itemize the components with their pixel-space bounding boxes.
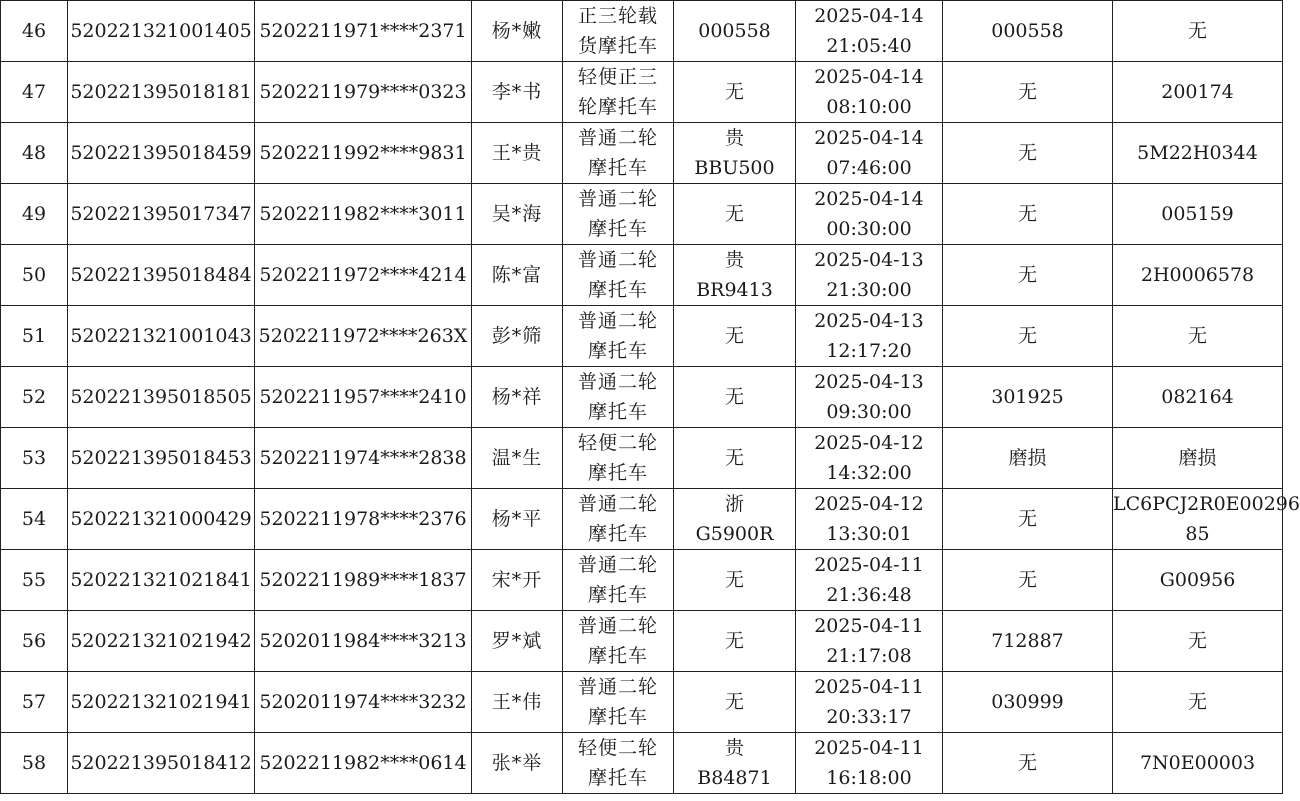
table-body: [1, 1, 1300, 794]
cell-date: 2025-04-14: [814, 5, 924, 27]
table-row: [1, 428, 1283, 489]
cell-plate-line: 000558: [698, 20, 771, 42]
cell-record-id: 520221395017347: [68, 184, 255, 245]
cell-vehicle-type-line: 普通二轮: [577, 310, 658, 332]
cell-record-id: 520221395018459: [68, 123, 255, 184]
cell-vehicle-type-line: 普通二轮: [577, 676, 658, 698]
cell-record-id: 520221395018453: [68, 428, 255, 489]
cell-datetime: [796, 1, 943, 62]
cell-id-card: 5202011984****3213: [255, 611, 472, 672]
cell-record-id: 520221321021941: [68, 672, 255, 733]
cell-date: 2025-04-11: [814, 554, 924, 576]
cell-time: 21:05:40: [826, 35, 912, 57]
cell-plate: [674, 306, 796, 367]
cell-plate: [674, 62, 796, 123]
cell-vehicle-type: [563, 550, 674, 611]
cell-person-name: 杨*嫩: [472, 1, 563, 62]
cell-time: 12:17:20: [826, 340, 912, 362]
cell-vehicle-type-line: 正三轮载: [577, 5, 658, 27]
cell-col9: [1113, 245, 1283, 306]
cell-vehicle-type-line: 摩托车: [587, 401, 648, 423]
table-row: [1, 489, 1283, 550]
cell-time: 21:17:08: [826, 645, 912, 667]
cell-index: 56: [1, 611, 68, 672]
cell-col8: 无: [943, 245, 1113, 306]
cell-datetime: [796, 306, 943, 367]
table-row: [1, 62, 1283, 123]
cell-vehicle-type: [563, 62, 674, 123]
cell-person-name: 彭*筛: [472, 306, 563, 367]
cell-datetime: [796, 367, 943, 428]
cell-col9: [1113, 611, 1283, 672]
cell-plate: [674, 428, 796, 489]
cell-col9: [1113, 489, 1300, 550]
cell-col8: 无: [943, 123, 1113, 184]
cell-id-card: 5202211974****2838: [255, 428, 472, 489]
cell-plate-line: 无: [724, 81, 744, 103]
cell-col8: 无: [943, 184, 1113, 245]
cell-id-card: 5202211972****4214: [255, 245, 472, 306]
cell-date: 2025-04-11: [814, 676, 924, 698]
cell-record-id: 520221321021942: [68, 611, 255, 672]
cell-col9: [1113, 123, 1283, 184]
cell-col9-line: 磨损: [1178, 447, 1217, 469]
cell-vehicle-type-line: 摩托车: [587, 767, 648, 789]
cell-date: 2025-04-14: [814, 188, 924, 210]
cell-vehicle-type: [563, 611, 674, 672]
cell-vehicle-type-line: 摩托车: [587, 462, 648, 484]
cell-index: 52: [1, 367, 68, 428]
cell-id-card: 5202211978****2376: [255, 489, 472, 550]
cell-col9-line: 082164: [1161, 386, 1234, 408]
cell-datetime: [796, 489, 943, 550]
cell-vehicle-type: [563, 733, 674, 794]
cell-vehicle-type: [563, 306, 674, 367]
cell-vehicle-type-line: 轮摩托车: [577, 96, 658, 118]
cell-vehicle-type-line: 摩托车: [587, 218, 648, 240]
cell-col9-line: 无: [1187, 630, 1207, 652]
cell-plate-line: 浙: [724, 493, 744, 515]
cell-index: 47: [1, 62, 68, 123]
cell-id-card: 5202211982****3011: [255, 184, 472, 245]
cell-plate-line: 无: [724, 569, 744, 591]
cell-col9-line: 85: [1185, 523, 1210, 545]
cell-time: 13:30:01: [826, 523, 912, 545]
cell-vehicle-type-line: 摩托车: [587, 645, 648, 667]
cell-time: 16:18:00: [826, 767, 912, 789]
table-row: [1, 184, 1283, 245]
cell-plate: [674, 245, 796, 306]
cell-record-id: 520221395018181: [68, 62, 255, 123]
cell-index: 51: [1, 306, 68, 367]
cell-index: 53: [1, 428, 68, 489]
cell-vehicle-type-line: 普通二轮: [577, 127, 658, 149]
cell-col9: [1113, 306, 1283, 367]
cell-id-card: 5202211989****1837: [255, 550, 472, 611]
cell-plate-line: 无: [724, 447, 744, 469]
cell-col9-line: 200174: [1161, 81, 1234, 103]
cell-datetime: [796, 611, 943, 672]
cell-col8: 无: [943, 733, 1113, 794]
cell-vehicle-type-line: 轻便二轮: [577, 737, 658, 759]
cell-time: 09:30:00: [826, 401, 912, 423]
table-row: [1, 306, 1283, 367]
cell-id-card: 5202211979****0323: [255, 62, 472, 123]
cell-plate-line: 贵: [724, 249, 744, 271]
cell-person-name: 张*举: [472, 733, 563, 794]
cell-col9-line: 无: [1187, 325, 1207, 347]
cell-col8: 无: [943, 62, 1113, 123]
cell-vehicle-type-line: 摩托车: [587, 279, 648, 301]
cell-col9: [1113, 367, 1283, 428]
table-row: [1, 672, 1283, 733]
cell-col8: 301925: [943, 367, 1113, 428]
cell-plate-line: 贵: [724, 737, 744, 759]
cell-person-name: 陈*富: [472, 245, 563, 306]
cell-plate-line: B84871: [697, 767, 772, 789]
cell-col8: 712887: [943, 611, 1113, 672]
cell-plate: [674, 489, 796, 550]
cell-vehicle-type-line: 摩托车: [587, 340, 648, 362]
cell-col8: 无: [943, 306, 1113, 367]
cell-person-name: 王*伟: [472, 672, 563, 733]
cell-vehicle-type-line: 普通二轮: [577, 188, 658, 210]
cell-vehicle-type: [563, 489, 674, 550]
cell-col9: [1113, 1, 1283, 62]
cell-col9-line: G00956: [1159, 569, 1236, 591]
cell-vehicle-type-line: 摩托车: [587, 157, 648, 179]
cell-datetime: [796, 550, 943, 611]
cell-col8: 无: [943, 489, 1113, 550]
cell-time: 14:32:00: [826, 462, 912, 484]
cell-id-card: 5202011974****3232: [255, 672, 472, 733]
cell-col8: 无: [943, 550, 1113, 611]
cell-person-name: 杨*祥: [472, 367, 563, 428]
cell-plate: [674, 611, 796, 672]
cell-col9-line: 无: [1187, 691, 1207, 713]
cell-id-card: 5202211971****2371: [255, 1, 472, 62]
cell-date: 2025-04-12: [814, 432, 924, 454]
cell-vehicle-type-line: 普通二轮: [577, 615, 658, 637]
cell-col9: [1113, 428, 1283, 489]
cell-time: 21:30:00: [826, 279, 912, 301]
cell-time: 08:10:00: [826, 96, 912, 118]
cell-col9: [1113, 184, 1283, 245]
cell-date: 2025-04-14: [814, 127, 924, 149]
cell-col9: [1113, 733, 1283, 794]
cell-vehicle-type: [563, 367, 674, 428]
cell-index: 54: [1, 489, 68, 550]
cell-record-id: 520221321000429: [68, 489, 255, 550]
cell-plate: [674, 184, 796, 245]
cell-plate: [674, 123, 796, 184]
cell-vehicle-type-line: 普通二轮: [577, 371, 658, 393]
cell-time: 21:36:48: [826, 584, 912, 606]
cell-datetime: [796, 428, 943, 489]
cell-record-id: 520221395018505: [68, 367, 255, 428]
cell-index: 48: [1, 123, 68, 184]
cell-person-name: 李*书: [472, 62, 563, 123]
cell-col9-line: 2H0006578: [1140, 264, 1255, 286]
cell-vehicle-type: [563, 672, 674, 733]
table-row: [1, 123, 1283, 184]
table-row: [1, 611, 1283, 672]
cell-record-id: 520221321001405: [68, 1, 255, 62]
cell-datetime: [796, 184, 943, 245]
cell-vehicle-type-line: 普通二轮: [577, 249, 658, 271]
cell-person-name: 宋*开: [472, 550, 563, 611]
cell-id-card: 5202211957****2410: [255, 367, 472, 428]
cell-plate-line: 无: [724, 691, 744, 713]
cell-index: 58: [1, 733, 68, 794]
cell-index: 57: [1, 672, 68, 733]
cell-col8: 000558: [943, 1, 1113, 62]
cell-index: 49: [1, 184, 68, 245]
cell-col9-line: LC6PCJ2R0E00296: [1113, 493, 1300, 515]
cell-time: 20:33:17: [826, 706, 912, 728]
cell-vehicle-type-line: 摩托车: [587, 523, 648, 545]
cell-plate-line: BR9413: [696, 279, 773, 301]
cell-vehicle-type: [563, 428, 674, 489]
cell-id-card: 5202211972****263X: [255, 306, 472, 367]
cell-col9: [1113, 62, 1283, 123]
cell-col9-line: 005159: [1161, 203, 1234, 225]
table-row: [1, 733, 1283, 794]
cell-vehicle-type: [563, 123, 674, 184]
cell-index: 46: [1, 1, 68, 62]
cell-vehicle-type: [563, 184, 674, 245]
cell-datetime: [796, 672, 943, 733]
cell-person-name: 罗*斌: [472, 611, 563, 672]
cell-date: 2025-04-12: [814, 493, 924, 515]
cell-person-name: 温*生: [472, 428, 563, 489]
cell-plate: [674, 367, 796, 428]
cell-person-name: 杨*平: [472, 489, 563, 550]
cell-vehicle-type-line: 摩托车: [587, 584, 648, 606]
cell-plate-line: 无: [724, 386, 744, 408]
cell-col9-line: 无: [1187, 20, 1207, 42]
cell-vehicle-type: [563, 245, 674, 306]
cell-date: 2025-04-13: [814, 249, 924, 271]
cell-plate-line: 无: [724, 325, 744, 347]
cell-vehicle-type-line: 轻便二轮: [577, 432, 658, 454]
cell-datetime: [796, 62, 943, 123]
cell-date: 2025-04-14: [814, 66, 924, 88]
cell-id-card: 5202211982****0614: [255, 733, 472, 794]
cell-vehicle-type-line: 摩托车: [587, 706, 648, 728]
cell-index: 55: [1, 550, 68, 611]
table-row: [1, 1, 1283, 62]
cell-datetime: [796, 245, 943, 306]
cell-col9-line: 5M22H0344: [1137, 142, 1258, 164]
table-row: [1, 550, 1283, 611]
cell-record-id: 520221321001043: [68, 306, 255, 367]
cell-id-card: 5202211992****9831: [255, 123, 472, 184]
cell-plate-line: 无: [724, 630, 744, 652]
cell-col9: [1113, 672, 1283, 733]
cell-record-id: 520221321021841: [68, 550, 255, 611]
cell-date: 2025-04-11: [814, 615, 924, 637]
table-row: [1, 245, 1283, 306]
cell-person-name: 王*贵: [472, 123, 563, 184]
cell-vehicle-type-line: 货摩托车: [577, 35, 658, 57]
cell-col9: [1113, 550, 1283, 611]
cell-col8: 030999: [943, 672, 1113, 733]
cell-datetime: [796, 733, 943, 794]
cell-date: 2025-04-13: [814, 371, 924, 393]
cell-record-id: 520221395018484: [68, 245, 255, 306]
cell-plate-line: 无: [724, 203, 744, 225]
table-row: [1, 367, 1283, 428]
cell-plate: [674, 733, 796, 794]
cell-plate-line: G5900R: [695, 523, 774, 545]
cell-vehicle-type-line: 普通二轮: [577, 554, 658, 576]
cell-vehicle-type: [563, 1, 674, 62]
cell-vehicle-type-line: 轻便正三: [577, 66, 658, 88]
cell-date: 2025-04-13: [814, 310, 924, 332]
cell-vehicle-type-line: 普通二轮: [577, 493, 658, 515]
cell-person-name: 吴*海: [472, 184, 563, 245]
cell-plate-line: 贵: [724, 127, 744, 149]
cell-plate: [674, 550, 796, 611]
cell-col8: 磨损: [943, 428, 1113, 489]
cell-time: 00:30:00: [826, 218, 912, 240]
cell-col9-line: 7N0E00003: [1139, 752, 1256, 774]
cell-record-id: 520221395018412: [68, 733, 255, 794]
cell-date: 2025-04-11: [814, 737, 924, 759]
cell-plate-line: BBU500: [694, 157, 775, 179]
cell-plate: [674, 672, 796, 733]
cell-plate: [674, 1, 796, 62]
cell-datetime: [796, 123, 943, 184]
cell-index: 50: [1, 245, 68, 306]
cell-time: 07:46:00: [826, 157, 912, 179]
